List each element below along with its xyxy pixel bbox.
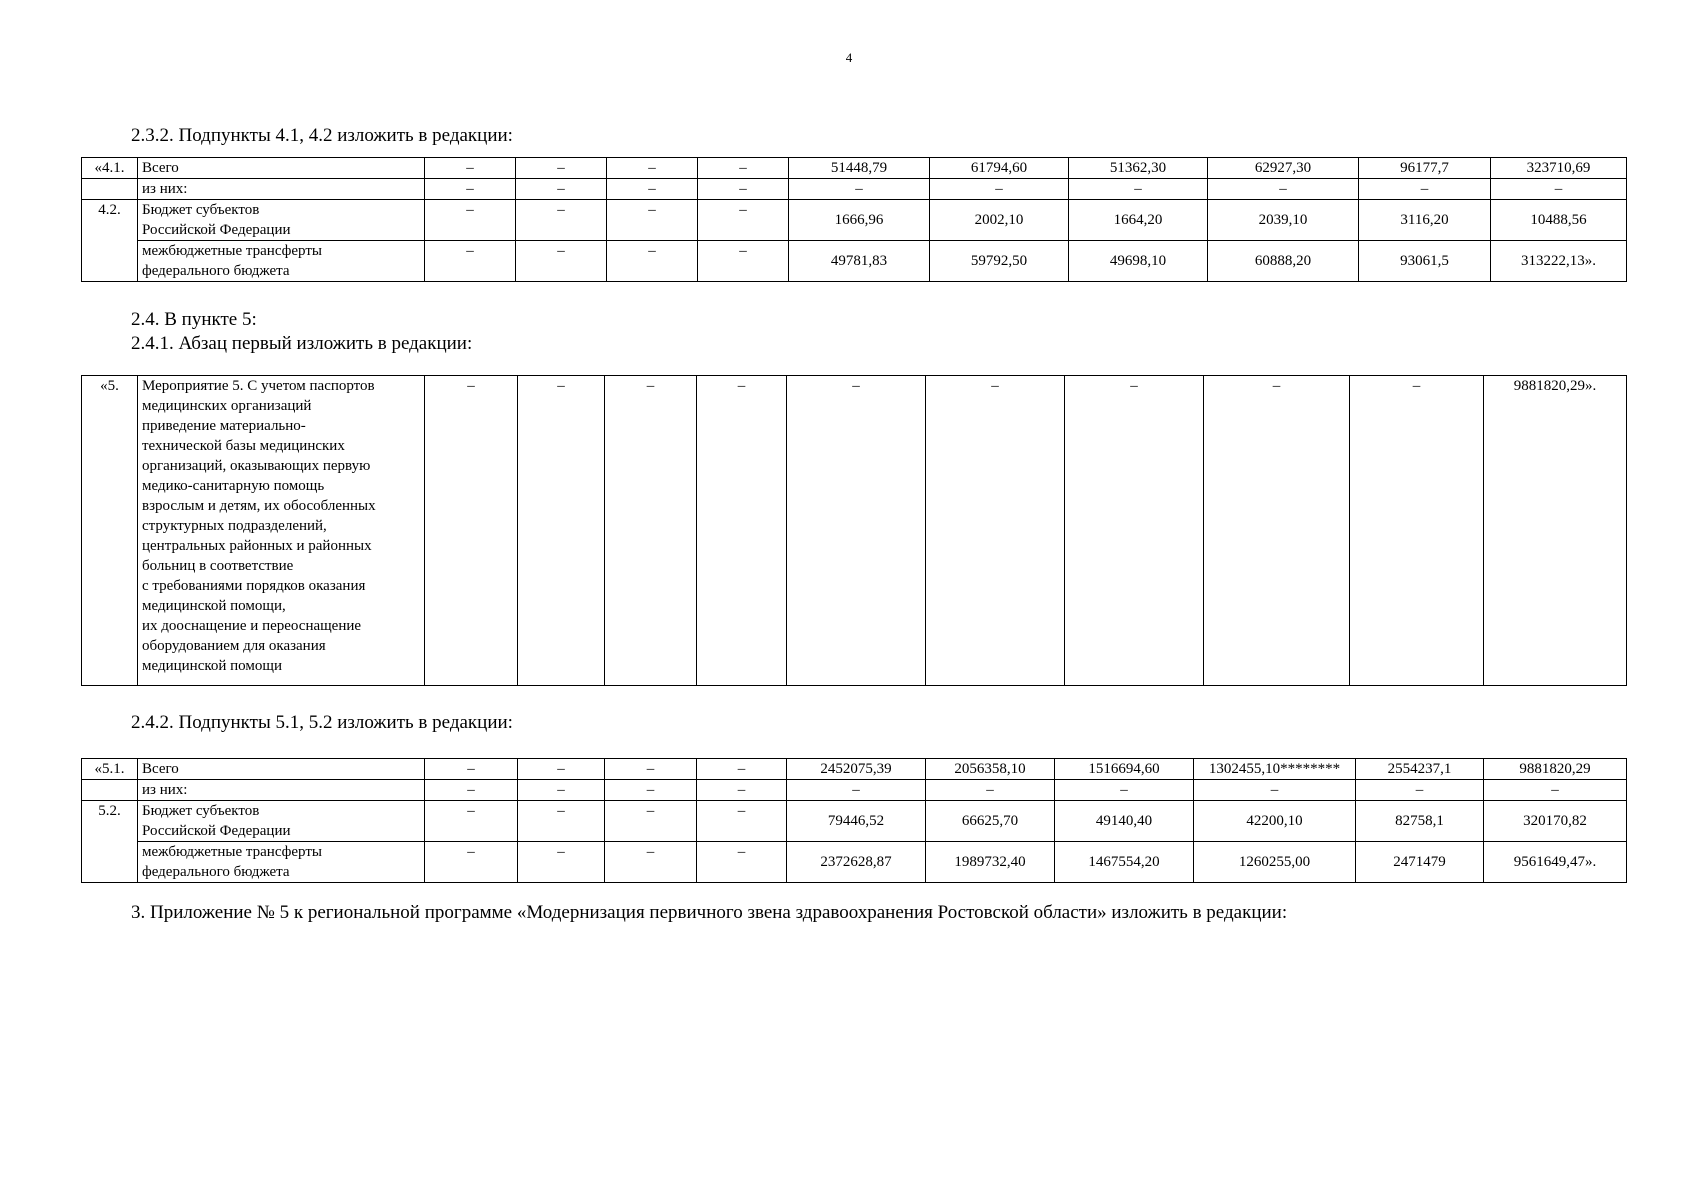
- value-cell: –: [1194, 780, 1356, 801]
- value-cell: 79446,52: [787, 801, 926, 842]
- dash-cell: –: [697, 376, 787, 686]
- value-cell: –: [930, 179, 1069, 200]
- dash-cell: –: [518, 759, 605, 780]
- value-cell: 2372628,87: [787, 842, 926, 883]
- paragraph-2-4-1: 2.4.1. Абзац первый изложить в редакции:: [131, 333, 473, 354]
- dash-cell: –: [516, 200, 607, 241]
- dash-cell: –: [516, 179, 607, 200]
- value-cell: 49698,10: [1069, 241, 1208, 282]
- dash-cell: –: [926, 376, 1065, 686]
- value-cell: –: [1356, 780, 1484, 801]
- value-cell: –: [789, 179, 930, 200]
- row-number: 5.2.: [82, 801, 138, 883]
- row-number: «5.1.: [82, 759, 138, 780]
- dash-cell: –: [425, 780, 518, 801]
- dash-cell: –: [698, 158, 789, 179]
- dash-cell: –: [697, 842, 787, 883]
- table-row: [82, 376, 1627, 686]
- dash-cell: –: [697, 801, 787, 842]
- row-label: из них:: [138, 179, 425, 200]
- value-cell: 2452075,39: [787, 759, 926, 780]
- table-measure-5: [81, 375, 1627, 686]
- dash-cell: –: [425, 842, 518, 883]
- dash-cell: –: [607, 241, 698, 282]
- value-cell: –: [926, 780, 1055, 801]
- paragraph-2-4: 2.4. В пункте 5:: [131, 309, 257, 330]
- dash-cell: –: [605, 376, 697, 686]
- dash-cell: –: [605, 842, 697, 883]
- dash-cell: –: [605, 759, 697, 780]
- value-cell: 49140,40: [1055, 801, 1194, 842]
- measure-description: Мероприятие 5. С учетом паспортов медицинских организаций приведение материально- технической базы медицинских организаций, оказывающих первую медико-санитарную помощь взрослым и детям, их обособленных структурных подразделений, центральных районных и районных больниц в соответствие с требованиями порядков оказания медицинской помощи, их дооснащение и переоснащение оборудованием для оказания медицинской помощи: [138, 376, 425, 686]
- value-cell: 2056358,10: [926, 759, 1055, 780]
- dash-cell: –: [698, 179, 789, 200]
- dash-cell: –: [605, 801, 697, 842]
- table-row: [82, 842, 1627, 883]
- value-cell: 2471479: [1356, 842, 1484, 883]
- value-cell: 3116,20: [1359, 200, 1491, 241]
- dash-cell: –: [425, 158, 516, 179]
- dash-cell: –: [697, 759, 787, 780]
- dash-cell: –: [518, 376, 605, 686]
- row-number: «4.1.: [82, 158, 138, 179]
- paragraph-2-3-2: 2.3.2. Подпункты 4.1, 4.2 изложить в редакции:: [131, 125, 513, 146]
- value-cell: –: [1491, 179, 1627, 200]
- value-cell: 59792,50: [930, 241, 1069, 282]
- row-label: Бюджет субъектов Российской Федерации: [138, 200, 425, 241]
- value-cell: 1989732,40: [926, 842, 1055, 883]
- value-cell: 49781,83: [789, 241, 930, 282]
- value-cell: 51362,30: [1069, 158, 1208, 179]
- dash-cell: –: [425, 759, 518, 780]
- value-cell: –: [1208, 179, 1359, 200]
- value-cell: 93061,5: [1359, 241, 1491, 282]
- dash-cell: –: [605, 780, 697, 801]
- dash-cell: –: [518, 801, 605, 842]
- dash-cell: –: [425, 200, 516, 241]
- dash-cell: –: [518, 780, 605, 801]
- dash-cell: –: [425, 801, 518, 842]
- dash-cell: –: [698, 241, 789, 282]
- row-label: Всего: [138, 759, 425, 780]
- page-number: 4: [845, 50, 853, 65]
- value-cell: –: [1069, 179, 1208, 200]
- table-subitems-5: [81, 758, 1627, 883]
- value-cell: 9881820,29: [1484, 759, 1627, 780]
- table-subitems-4: [81, 157, 1627, 282]
- dash-cell: –: [697, 780, 787, 801]
- dash-cell: –: [1065, 376, 1204, 686]
- table-row: [82, 200, 1627, 241]
- table-row: [82, 158, 1627, 179]
- table-row: [82, 179, 1627, 200]
- paragraph-3: 3. Приложение № 5 к региональной программе «Модернизация первичного звена здравоохранения Ростовской области» изложить в редакции:: [131, 902, 1288, 923]
- value-cell: 2039,10: [1208, 200, 1359, 241]
- value-cell: 1302455,10********: [1194, 759, 1356, 780]
- row-label: Бюджет субъектов Российской Федерации: [138, 801, 425, 842]
- value-cell: 62927,30: [1208, 158, 1359, 179]
- row-number: [82, 179, 138, 200]
- value-cell: –: [787, 780, 926, 801]
- value-cell: 96177,7: [1359, 158, 1491, 179]
- dash-cell: –: [518, 842, 605, 883]
- row-label: из них:: [138, 780, 425, 801]
- dash-cell: –: [1204, 376, 1350, 686]
- dash-cell: –: [1350, 376, 1484, 686]
- dash-cell: –: [516, 241, 607, 282]
- value-cell: 1467554,20: [1055, 842, 1194, 883]
- value-cell: 1666,96: [789, 200, 930, 241]
- value-cell: 51448,79: [789, 158, 930, 179]
- value-cell: 2002,10: [930, 200, 1069, 241]
- table-row: [82, 801, 1627, 842]
- value-cell: 320170,82: [1484, 801, 1627, 842]
- value-cell: 42200,10: [1194, 801, 1356, 842]
- value-cell: 66625,70: [926, 801, 1055, 842]
- dash-cell: –: [425, 179, 516, 200]
- value-cell: 82758,1: [1356, 801, 1484, 842]
- value-cell: 10488,56: [1491, 200, 1627, 241]
- paragraph-2-4-2: 2.4.2. Подпункты 5.1, 5.2 изложить в редакции:: [131, 712, 513, 733]
- value-cell: 61794,60: [930, 158, 1069, 179]
- dash-cell: –: [607, 179, 698, 200]
- value-cell: –: [1055, 780, 1194, 801]
- dash-cell: –: [425, 376, 518, 686]
- dash-cell: –: [607, 158, 698, 179]
- value-cell: 323710,69: [1491, 158, 1627, 179]
- row-number: [82, 780, 138, 801]
- value-cell: 9561649,47».: [1484, 842, 1627, 883]
- dash-cell: –: [607, 200, 698, 241]
- value-cell: 313222,13».: [1491, 241, 1627, 282]
- row-number: 4.2.: [82, 200, 138, 282]
- row-label: Всего: [138, 158, 425, 179]
- dash-cell: –: [787, 376, 926, 686]
- value-cell: 1664,20: [1069, 200, 1208, 241]
- row-label: межбюджетные трансферты федерального бюджета: [138, 241, 425, 282]
- value-cell: 2554237,1: [1356, 759, 1484, 780]
- table-row: [82, 780, 1627, 801]
- row-number: «5.: [82, 376, 138, 686]
- total-cell: 9881820,29».: [1484, 376, 1627, 686]
- dash-cell: –: [698, 200, 789, 241]
- dash-cell: –: [516, 158, 607, 179]
- value-cell: –: [1484, 780, 1627, 801]
- value-cell: 1516694,60: [1055, 759, 1194, 780]
- value-cell: –: [1359, 179, 1491, 200]
- dash-cell: –: [425, 241, 516, 282]
- table-row: [82, 759, 1627, 780]
- row-label: межбюджетные трансферты федерального бюджета: [138, 842, 425, 883]
- value-cell: 1260255,00: [1194, 842, 1356, 883]
- value-cell: 60888,20: [1208, 241, 1359, 282]
- table-row: [82, 241, 1627, 282]
